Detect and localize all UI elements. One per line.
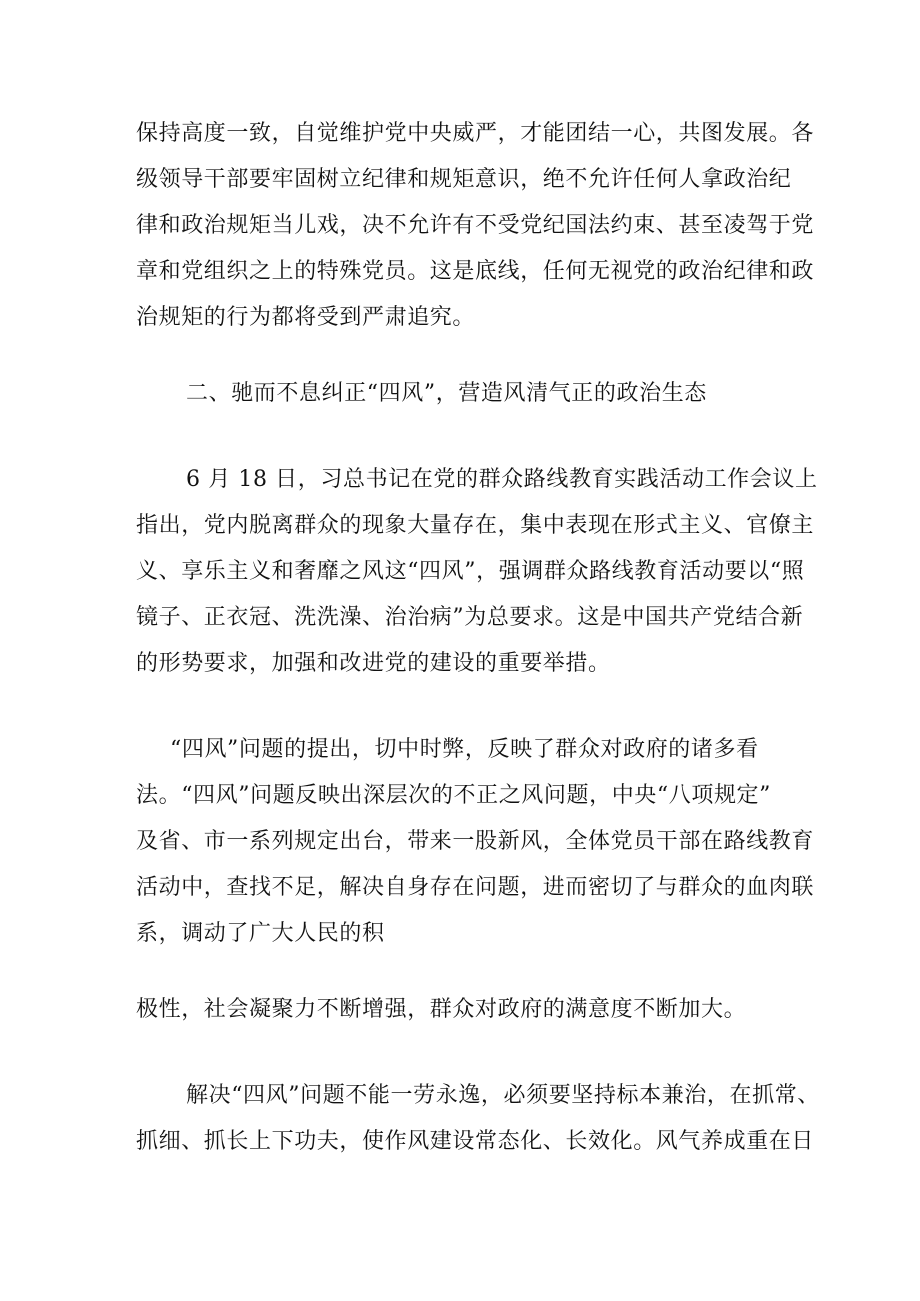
paragraph-2-line-3: 义、享乐主义和奢靡之风这“四风”，强调群众路线教育活动要以“照 [136, 559, 805, 584]
paragraph-5-line-1: 解决“四风”问题不能一劳永逸，必须要坚持标本兼治，在抓常、 [186, 1083, 820, 1108]
paragraph-2-line-5: 的形势要求，加强和改进党的建设的重要举措。 [136, 651, 611, 676]
paragraph-3-line-2: 法。“四风”问题反映出深层次的不正之风问题，中央“八项规定” [136, 783, 771, 808]
paragraph-3-line-5: 系，调动了广大人民的积 [136, 921, 385, 946]
paragraph-1-line-5: 治规矩的行为都将受到严肃追究。 [136, 305, 476, 330]
paragraph-1-line-1: 保持高度一致，自觉维护党中央威严，才能团结一心，共图发展。各 [136, 121, 815, 146]
section-heading: 二、驰而不息纠正“四风”，营造风清气正的政治生态 [186, 381, 707, 406]
paragraph-1-line-4: 章和党组织之上的特殊党员。这是底线，任何无视党的政治纪律和政 [136, 259, 815, 284]
paragraph-5-line-2: 抓细、抓长上下功夫，使作风建设常态化、长效化。风气养成重在日 [136, 1129, 815, 1154]
paragraph-3-line-3: 及省、市一系列规定出台，带来一股新风，全体党员干部在路线教育 [136, 829, 815, 854]
paragraph-3-line-4: 活动中，查找不足，解决自身存在问题，进而密切了与群众的血肉联 [136, 875, 815, 900]
paragraph-1-line-2: 级领导干部要牢固树立纪律和规矩意识，绝不允许任何人拿政治纪 [136, 167, 792, 192]
paragraph-2-line-1: 6 月 18 日，习总书记在党的群众路线教育实践活动工作会议上 [186, 467, 818, 492]
paragraph-2-line-4: 镜子、正衣冠、洗洗澡、治治病”为总要求。这是中国共产党结合新 [136, 605, 804, 630]
paragraph-3-line-1: “四风”问题的提出，切中时弊，反映了群众对政府的诸多看 [170, 737, 759, 762]
paragraph-2-line-2: 指出，党内脱离群众的现象大量存在，集中表现在形式主义、官僚主 [136, 513, 815, 538]
paragraph-1-line-3: 律和政治规矩当儿戏，决不允许有不受党纪国法约束、甚至凌驾于党 [136, 213, 815, 238]
paragraph-4-line-1: 极性，社会凝聚力不断增强，群众对政府的满意度不断加大。 [136, 997, 747, 1022]
